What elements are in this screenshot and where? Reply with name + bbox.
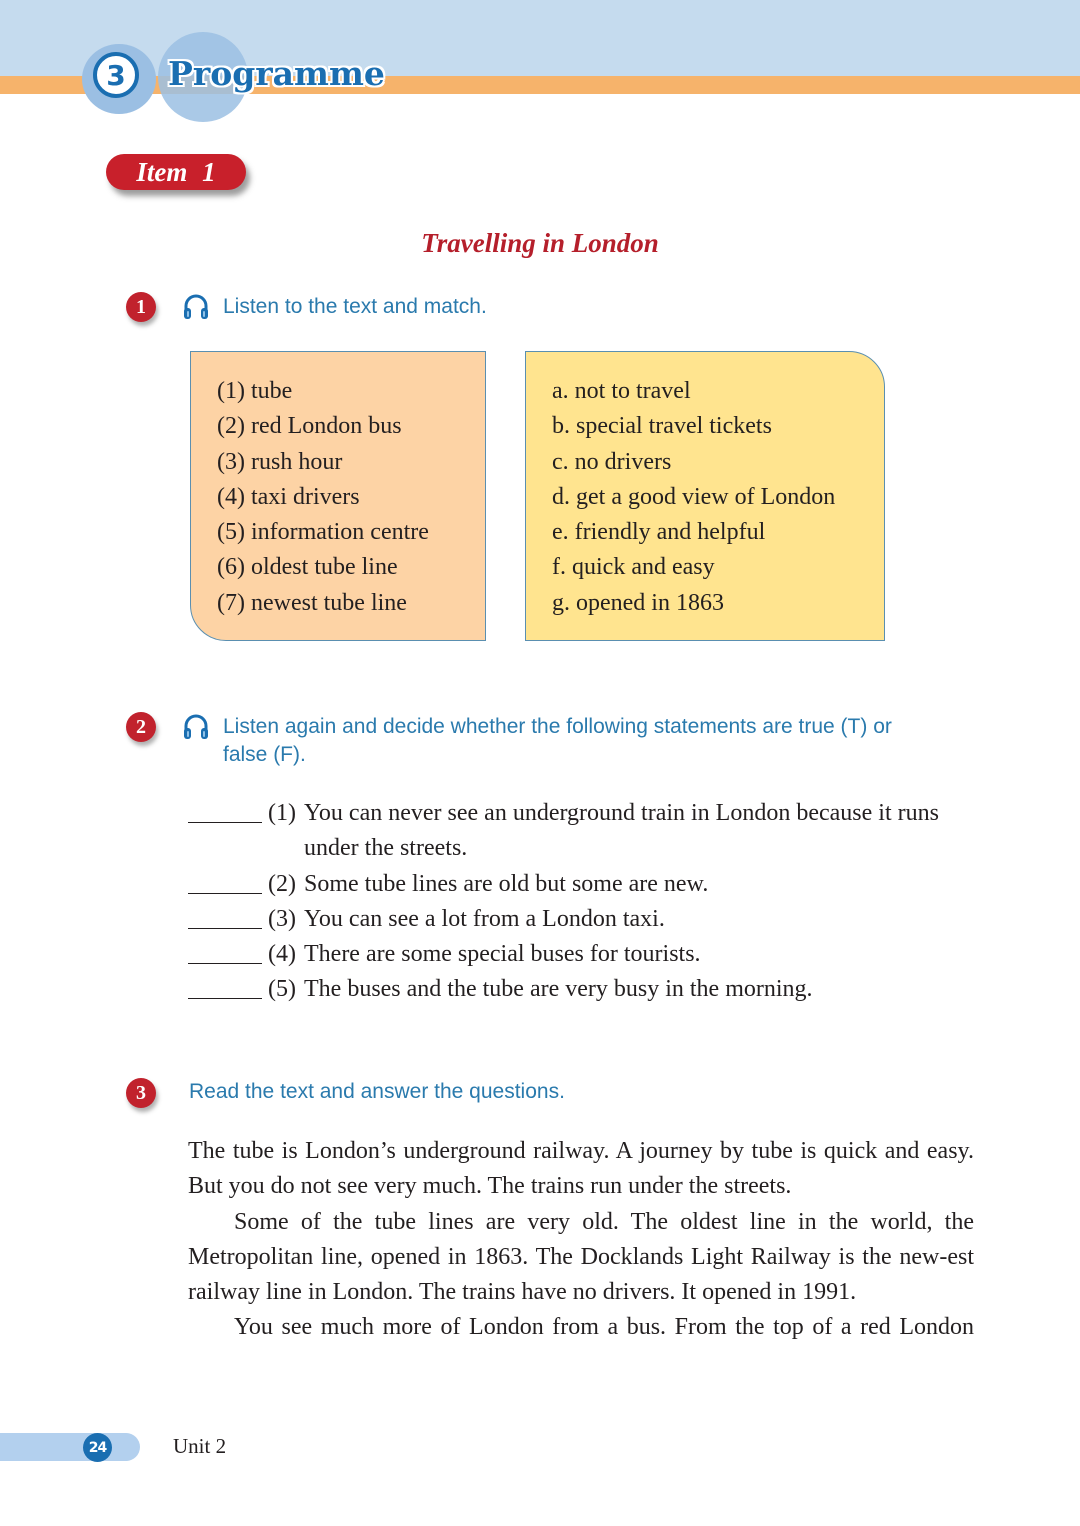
page-number: 24 — [83, 1433, 112, 1462]
statement-row — [188, 796, 968, 867]
match-term: (2) red London bus — [217, 413, 402, 440]
statement-number: (4) — [268, 941, 296, 968]
statement-text: You can never see an underground train in London because it runs under the streets. — [304, 800, 939, 862]
statement-number: (3) — [268, 905, 296, 932]
passage-paragraph: Some of the tube lines are very old. The oldest line in the world, the Metropolitan line, opened in 1863. The Docklands Light Railway is the new-est railway line in London. The trains have no drivers. It opened in 1991. — [188, 1208, 974, 1306]
match-term: (5) information centre — [217, 519, 429, 546]
match-description: c. no drivers — [552, 448, 672, 475]
exercise-2-instruction-line: false (F). — [223, 743, 306, 766]
match-description: a. not to travel — [552, 378, 691, 404]
match-description: b. special travel tickets — [552, 413, 772, 440]
footer-bar — [0, 1433, 140, 1461]
match-description: e. friendly and helpful — [552, 519, 766, 546]
exercise-number-2: 2 — [126, 712, 156, 742]
statement-text: Some tube lines are old but some are new. — [304, 870, 709, 897]
match-term: (6) oldest tube line — [217, 554, 398, 581]
match-term: (1) tube — [217, 378, 293, 404]
headphones-icon — [182, 713, 210, 741]
statement-row — [188, 867, 968, 902]
match-term: (7) newest tube line — [217, 589, 407, 616]
exercise-2-instruction-line: Listen again and decide whether the following statements are true (T) or — [223, 715, 892, 738]
article-title: Travelling in London — [421, 228, 659, 258]
statement-number: (1) — [268, 800, 296, 826]
exercise-number-3: 3 — [126, 1078, 156, 1108]
statement-row — [188, 902, 968, 937]
match-terms-box — [190, 351, 486, 641]
statement-text: You can see a lot from a London taxi. — [304, 905, 665, 932]
section-number: 3 — [93, 52, 139, 98]
answer-blank[interactable] — [188, 937, 262, 964]
statement-number: (2) — [268, 870, 296, 897]
match-description: g. opened in 1863 — [552, 589, 724, 616]
section-title: Programme — [168, 54, 385, 93]
item-badge: Item 1 — [106, 154, 246, 190]
statement-row — [188, 937, 968, 972]
match-description: d. get a good view of London — [552, 483, 836, 510]
exercise-number-1: 1 — [126, 292, 156, 322]
exercise-1-instruction: Listen to the text and match. — [223, 295, 487, 318]
answer-blank[interactable] — [188, 972, 262, 999]
answer-blank[interactable] — [188, 902, 262, 929]
answer-blank[interactable] — [188, 796, 262, 823]
statement-row — [188, 972, 968, 1007]
match-term: (3) rush hour — [217, 448, 343, 475]
passage-paragraph: The tube is London’s underground railway. A journey by tube is quick and easy. But you do not see very much. The trains run under the streets. — [188, 1138, 974, 1200]
statement-number: (5) — [268, 976, 296, 1003]
reading-passage — [188, 1134, 974, 1346]
answer-blank[interactable] — [188, 867, 262, 894]
exercise-2-instruction — [223, 713, 892, 769]
match-descriptions-box — [525, 351, 885, 641]
true-false-list — [188, 796, 968, 1008]
unit-label: Unit 2 — [173, 1434, 227, 1458]
match-term: (4) taxi drivers — [217, 483, 360, 510]
headphones-icon — [182, 293, 210, 321]
statement-text: There are some special buses for tourists. — [304, 941, 701, 968]
match-description: f. quick and easy — [552, 554, 715, 581]
passage-paragraph: You see much more of London from a bus. From the top of a red London — [234, 1314, 974, 1341]
exercise-3-instruction: Read the text and answer the questions. — [189, 1080, 565, 1103]
statement-text: The buses and the tube are very busy in the morning. — [304, 976, 813, 1003]
